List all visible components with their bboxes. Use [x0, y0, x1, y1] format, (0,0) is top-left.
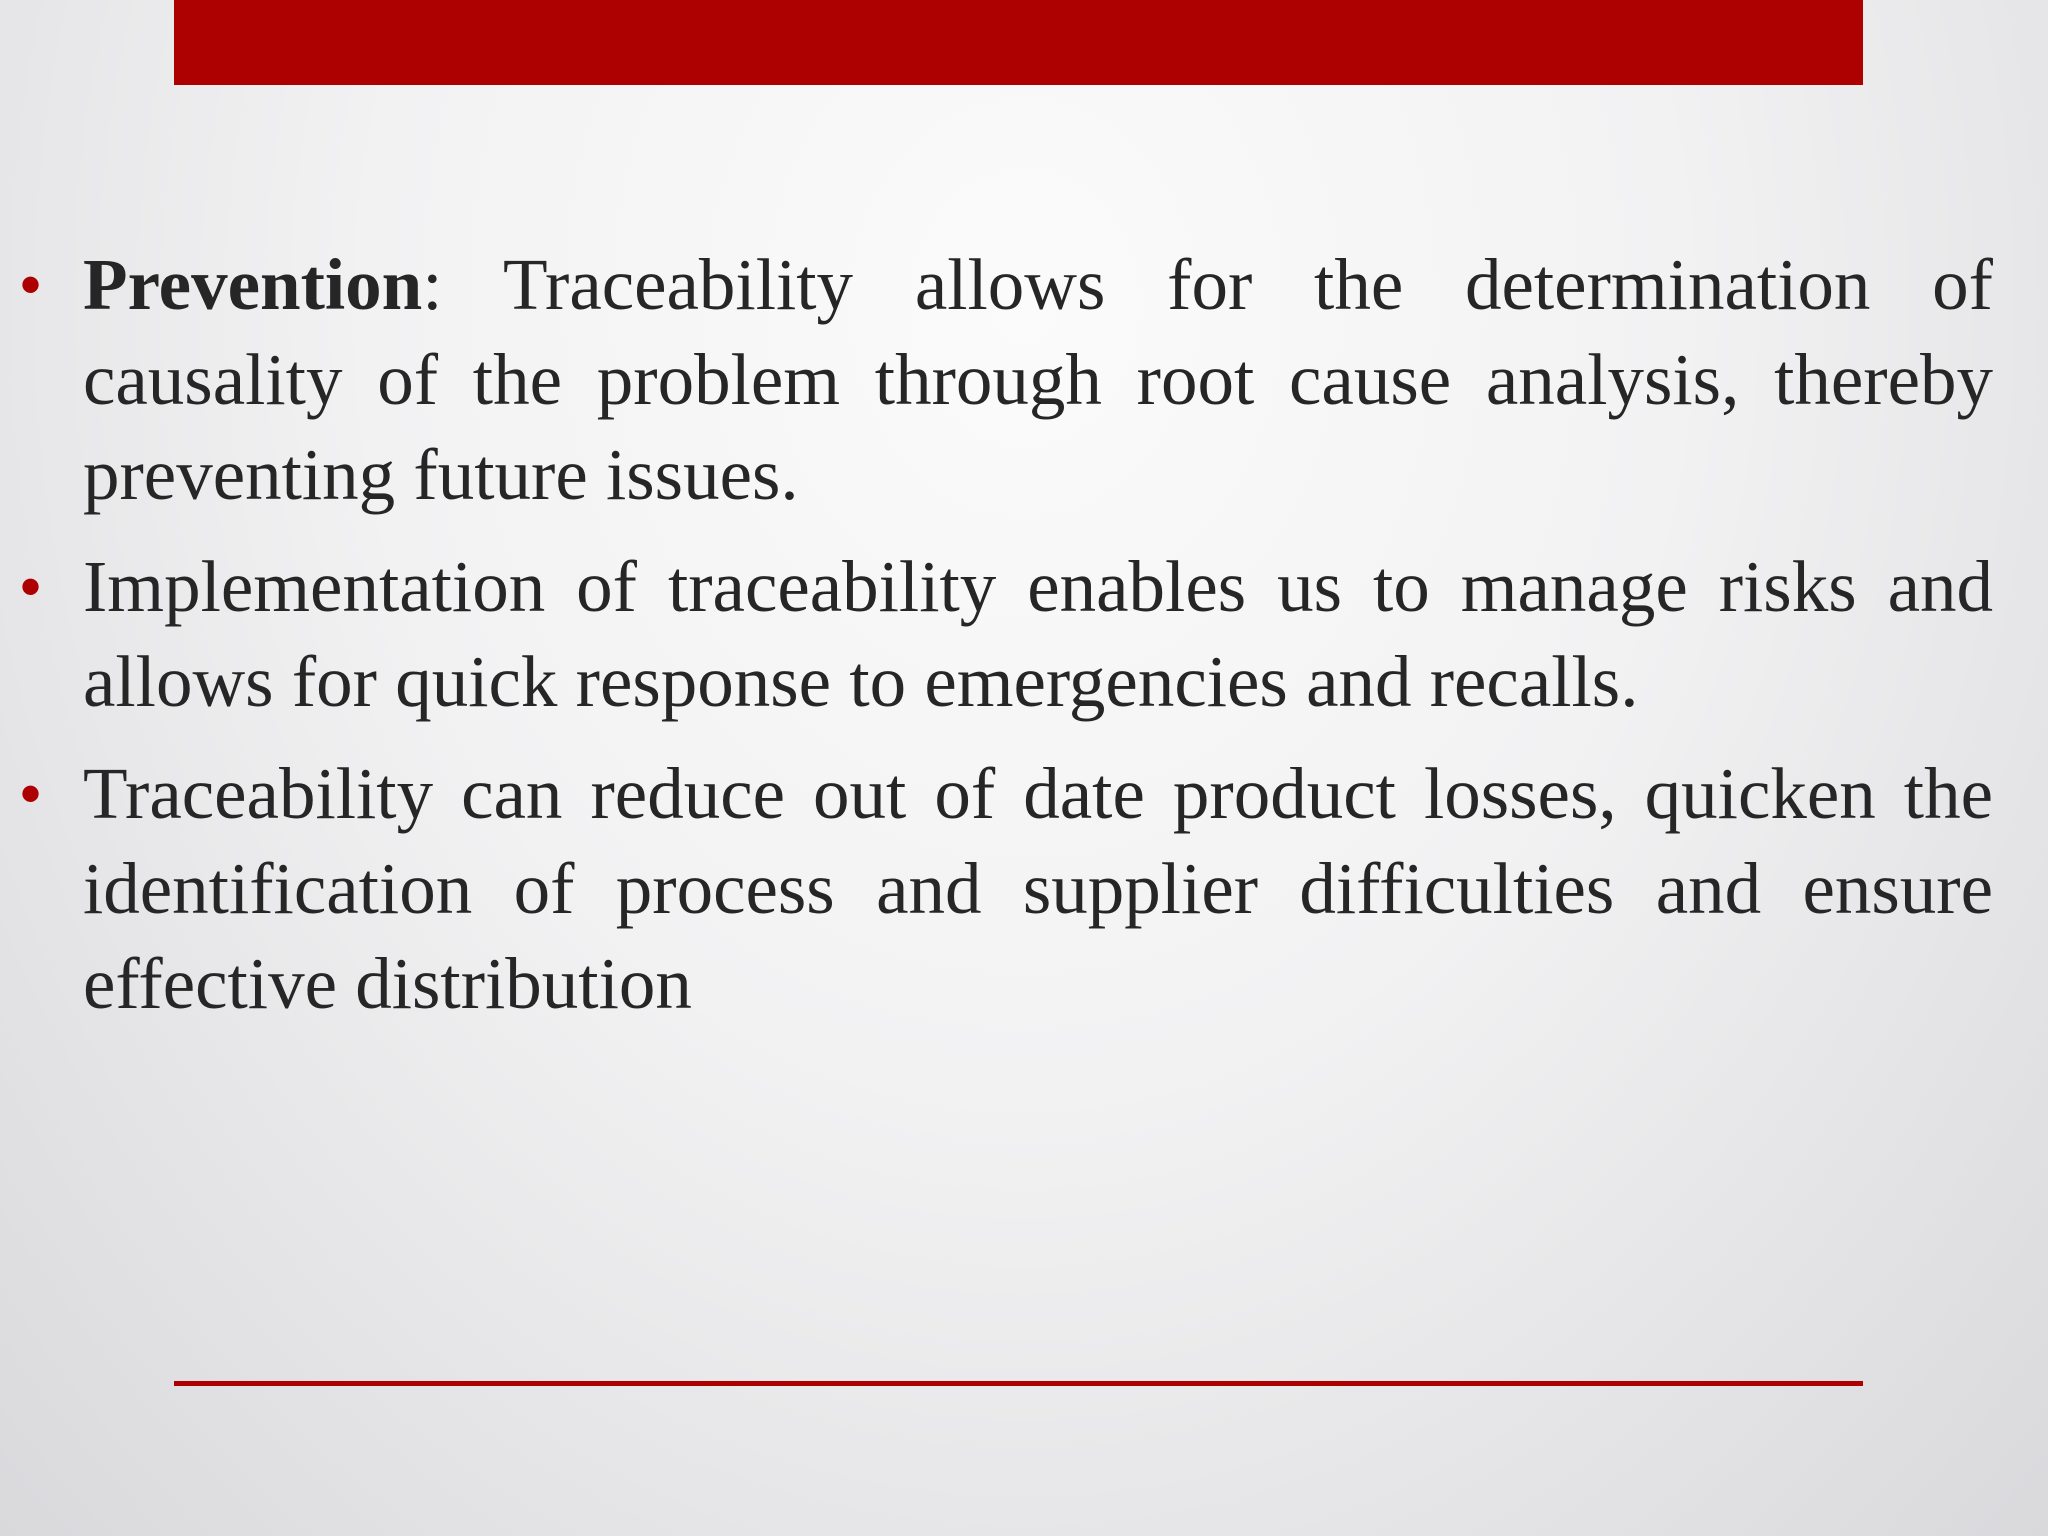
bullet-text: : Traceability allows for the determination of causality of the problem through root cause analysis, thereby preventing future issues. — [83, 244, 1993, 515]
top-banner — [174, 0, 1863, 85]
bullet-item-implementation — [20, 539, 1993, 729]
bullet-icon: • — [20, 760, 42, 827]
bullet-icon: • — [20, 251, 42, 318]
bullet-text: Traceability can reduce out of date product losses, quicken the identification of process and supplier difficulties and ensure effective distribution — [83, 753, 1993, 1024]
bullet-icon: • — [20, 553, 42, 620]
bullet-list — [20, 237, 1993, 1048]
bullet-text: Implementation of traceability enables us to manage risks and allows for quick response to emergencies and recalls. — [83, 546, 1993, 722]
bullet-term: Prevention — [83, 244, 423, 325]
footer-divider — [174, 1381, 1863, 1386]
bullet-item-prevention — [20, 237, 1993, 522]
bullet-item-reduce-losses — [20, 746, 1993, 1031]
